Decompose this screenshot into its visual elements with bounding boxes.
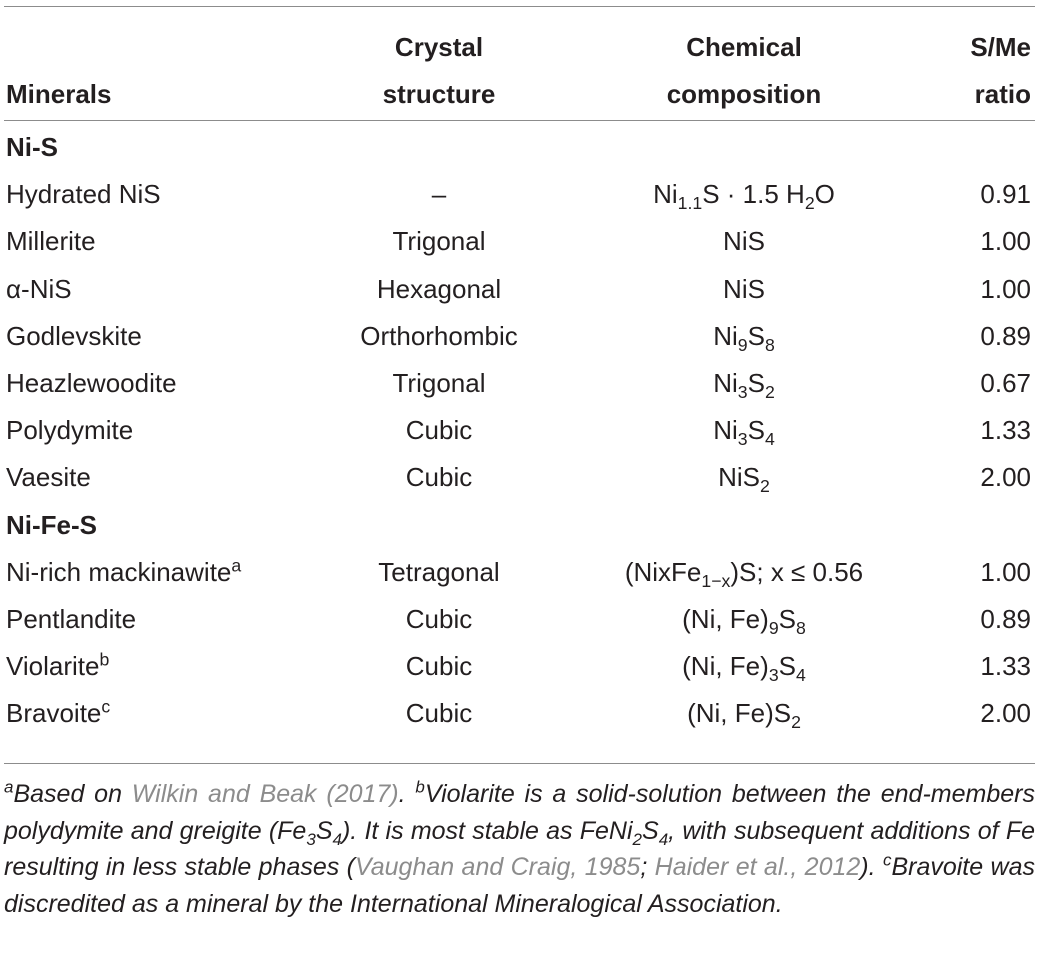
- crystal-structure: Cubic: [405, 651, 473, 682]
- group-label: Ni-Fe-S: [6, 509, 97, 540]
- sme-ratio: 0.67: [980, 368, 1031, 399]
- mineral-name: Violarite$^b$: [6, 649, 110, 682]
- crystal-structure: Cubic: [405, 698, 473, 729]
- sme-ratio: 1.33: [980, 651, 1031, 682]
- minerals-table: [4, 18, 1035, 737]
- sme-ratio: 1.00: [980, 273, 1031, 304]
- sme-ratio: 2.00: [980, 462, 1031, 493]
- table-row: [4, 596, 1035, 643]
- mineral-name: Heazlewoodite: [6, 368, 177, 399]
- crystal-structure: Cubic: [405, 462, 473, 493]
- sme-ratio: 2.00: [980, 698, 1031, 729]
- mineral-name: Vaesite: [6, 462, 91, 493]
- crystal-structure: Trigonal: [392, 226, 486, 257]
- footnote-mark-b: b: [415, 777, 425, 797]
- crystal-structure: Tetragonal: [378, 556, 500, 587]
- mineral-name: Ni-rich mackinawite$^a$: [6, 555, 242, 587]
- footnote-b-text: Violarite is a solid-solution between the end-members polydymite and greigite (Fe: [4, 780, 1035, 845]
- header-minerals: Minerals: [6, 79, 112, 109]
- citation-link[interactable]: Wilkin and Beak (2017): [131, 780, 399, 808]
- footnote-c-text: Bravoite was discredited as a mineral by the International Mineralogical Association.: [4, 853, 1035, 918]
- citation-link[interactable]: Vaughan and Craig, 1985: [354, 853, 641, 881]
- mineral-name: Pentlandite: [6, 603, 137, 634]
- chemical-formula: $Ni_9S_8$: [713, 320, 775, 356]
- table-row: [4, 313, 1035, 360]
- chemical-formula: NiS: [723, 226, 765, 257]
- table-row: [4, 407, 1035, 454]
- bottom-rule: [4, 763, 1035, 764]
- footnote-mark: a: [231, 555, 242, 576]
- table-row: [4, 454, 1035, 501]
- crystal-structure: Cubic: [405, 415, 473, 446]
- footnote-mark: c: [101, 696, 111, 717]
- table-row: [4, 218, 1035, 265]
- table-row: [4, 171, 1035, 218]
- sme-ratio: 0.91: [980, 179, 1031, 210]
- group-row-ni-fe-s: [4, 502, 1035, 549]
- chemical-formula: (Ni, $Fe)S_2$: [687, 698, 801, 733]
- chemical-formula: NiS$_2$: [718, 462, 770, 497]
- header-crystal-structure: Crystal structure: [382, 32, 496, 109]
- chemical-formula: $Ni_3S_2$: [713, 368, 775, 403]
- crystal-structure: Cubic: [405, 603, 473, 634]
- footnote-mark-a: a: [4, 777, 14, 797]
- table-row: [4, 360, 1035, 407]
- table-row: [4, 266, 1035, 313]
- crystal-structure: Trigonal: [392, 368, 486, 399]
- sme-ratio: 1.33: [980, 415, 1031, 446]
- footnote-mark-c: c: [882, 850, 892, 870]
- mineral-name: Polydymite: [6, 415, 134, 446]
- group-row-ni-s: [4, 118, 1035, 171]
- citation-link[interactable]: Haider et al., 2012: [654, 853, 861, 881]
- sme-ratio: 0.89: [980, 603, 1031, 634]
- sme-ratio: 1.00: [980, 556, 1031, 587]
- crystal-structure: –: [431, 179, 447, 210]
- sme-ratio: 1.00: [980, 226, 1031, 257]
- mineral-name: Millerite: [6, 226, 96, 257]
- crystal-structure: Hexagonal: [376, 273, 502, 304]
- table-row: [4, 549, 1035, 596]
- chemical-formula: (NixFe$_{1-x}$)S; x ≤ 0.56: [624, 556, 864, 591]
- group-label: Ni-S: [6, 132, 58, 163]
- mineral-name: Godlevskite: [6, 320, 142, 351]
- table-footnotes: $^a$Based on Wilkin and Beak (2017). $^b$Violarite is a solid-solution between the end-members polydymite and greigite $(Fe_3S_4)$. It is most stable as $FeNi_2S_4$, with subsequent additions of Fe resulting in less stable phases (Vaughan and Craig, 1985; Haider et al., 2012). $^c$Bravoite was discredited as a mineral by the International Mineralogical Association.: [4, 777, 1035, 918]
- chemical-formula: (Ni, $Fe)_9S_8$: [682, 603, 806, 639]
- table-row: [4, 643, 1035, 690]
- footnote-mark: b: [99, 649, 110, 670]
- header-row: [4, 18, 1035, 118]
- crystal-structure: Orthorhombic: [360, 320, 518, 351]
- mineral-name: α-NiS: [6, 273, 72, 304]
- chemical-formula: NiS: [723, 273, 765, 304]
- chemical-formula: $Ni_3S_4$: [713, 415, 775, 450]
- header-chemical-composition: Chemical composition: [666, 32, 822, 109]
- header-sme-ratio: S/Me ratio: [970, 32, 1031, 109]
- chemical-formula: (Ni, $Fe)_3S_4$: [682, 651, 806, 686]
- mineral-name: Bravoite$^c$: [6, 696, 111, 729]
- chemical-formula: $Ni_{1.1}S \cdot 1.5$ $H_2O$: [653, 179, 835, 214]
- mineral-name: Hydrated NiS: [6, 179, 161, 210]
- top-rule: [4, 6, 1035, 7]
- footnote-a-text: Based on: [13, 780, 132, 808]
- sme-ratio: 0.89: [980, 320, 1031, 351]
- table-row: [4, 690, 1035, 737]
